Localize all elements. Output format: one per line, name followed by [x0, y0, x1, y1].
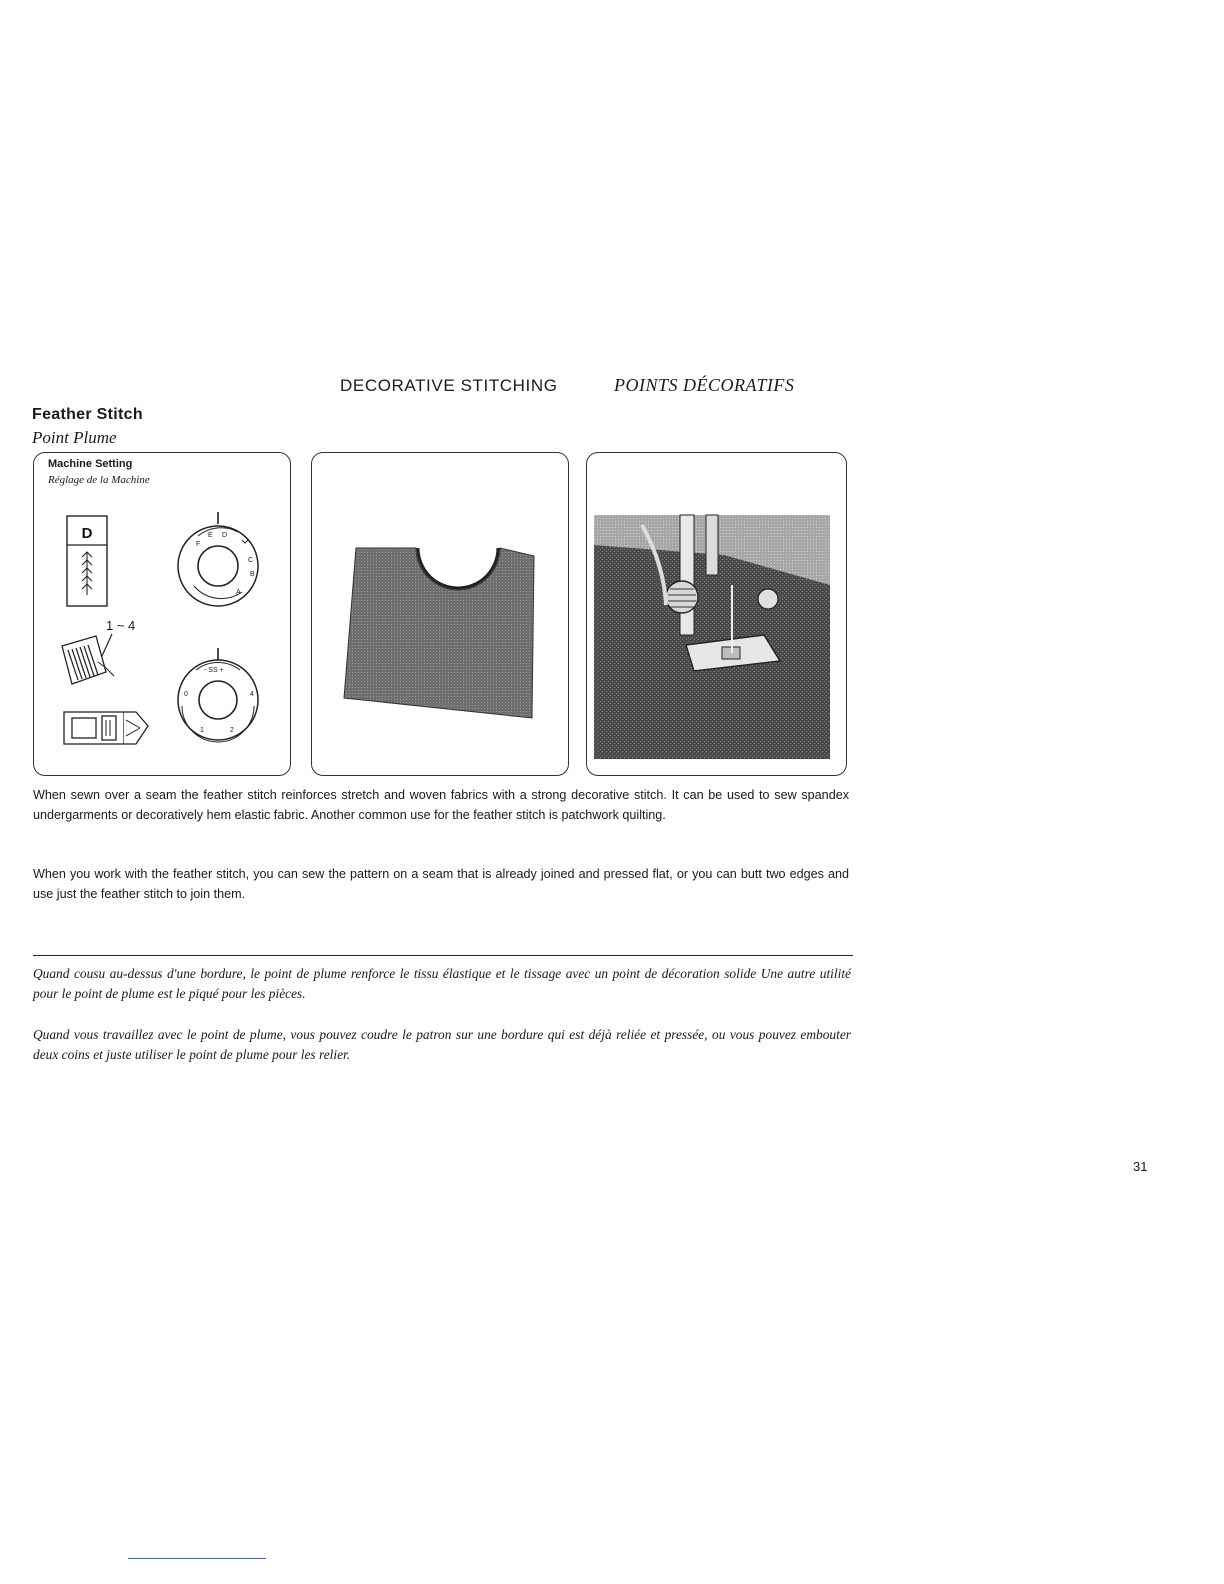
machine-setting-title: Machine Setting — [48, 458, 133, 470]
svg-text:D: D — [222, 532, 228, 539]
footer-link-underline — [128, 1558, 266, 1559]
header-title-en: DECORATIVE STITCHING — [340, 376, 558, 395]
header-title-fr: POINTS DÉCORATIFS — [614, 375, 795, 395]
section-title-fr: Point Plume — [32, 428, 117, 447]
body-paragraph-fr-2: Quand vous travaillez avec le point de plume, vous pouvez coudre le patron sur une bordure qui est déjà reliée et pressée, ou vous pouvez embouter deux coins et juste utiliser le point de plume pour les relier. — [33, 1027, 851, 1062]
svg-text:A: A — [236, 589, 241, 596]
svg-text:- SS +: - SS + — [204, 667, 224, 674]
pattern-dial-icon — [172, 510, 264, 610]
svg-text:E: E — [208, 532, 213, 539]
stitch-length-dial-icon — [172, 646, 264, 746]
sewing-machine-foot-icon — [594, 515, 830, 759]
section-title-en: Feather Stitch — [32, 406, 143, 423]
svg-text:1: 1 — [200, 727, 204, 734]
presser-foot-icon — [62, 706, 158, 748]
machine-setting-subtitle: Réglage de la Machine — [48, 474, 150, 486]
stitch-width-label: 1 ~ 4 — [106, 618, 136, 633]
svg-text:2: 2 — [230, 727, 234, 734]
svg-text:B: B — [250, 571, 255, 578]
page-number: 31 — [1133, 1159, 1148, 1174]
pattern-letter: D — [81, 525, 93, 542]
section-divider — [33, 955, 853, 956]
svg-text:F: F — [196, 541, 201, 548]
body-paragraph-en-2: When you work with the feather stitch, you can sew the pattern on a seam that is already joined and pressed flat, or you can butt two edges and use just the feather stitch to join them. — [33, 867, 849, 901]
svg-text:4: 4 — [250, 691, 254, 698]
svg-text:0: 0 — [184, 691, 188, 698]
stitch-width-dial-icon — [58, 628, 128, 690]
fabric-sample-icon — [340, 540, 536, 720]
svg-text:C: C — [248, 557, 254, 564]
body-paragraph-fr-1: Quand cousu au-dessus d'une bordure, le point de plume renforce le tissu élastique et le tissage avec un point de décoration solide Une autre utilité pour le point de plume est le piqué pour les pièces. — [33, 966, 851, 1001]
body-paragraph-en-1: When sewn over a seam the feather stitch reinforces stretch and woven fabrics with a strong decorative stitch. It can be used to sew spandex undergarments or decoratively hem elastic fabric. Another common use for the feather stitch is patchwork quilting. — [33, 788, 849, 822]
pattern-selector-icon — [66, 515, 108, 607]
